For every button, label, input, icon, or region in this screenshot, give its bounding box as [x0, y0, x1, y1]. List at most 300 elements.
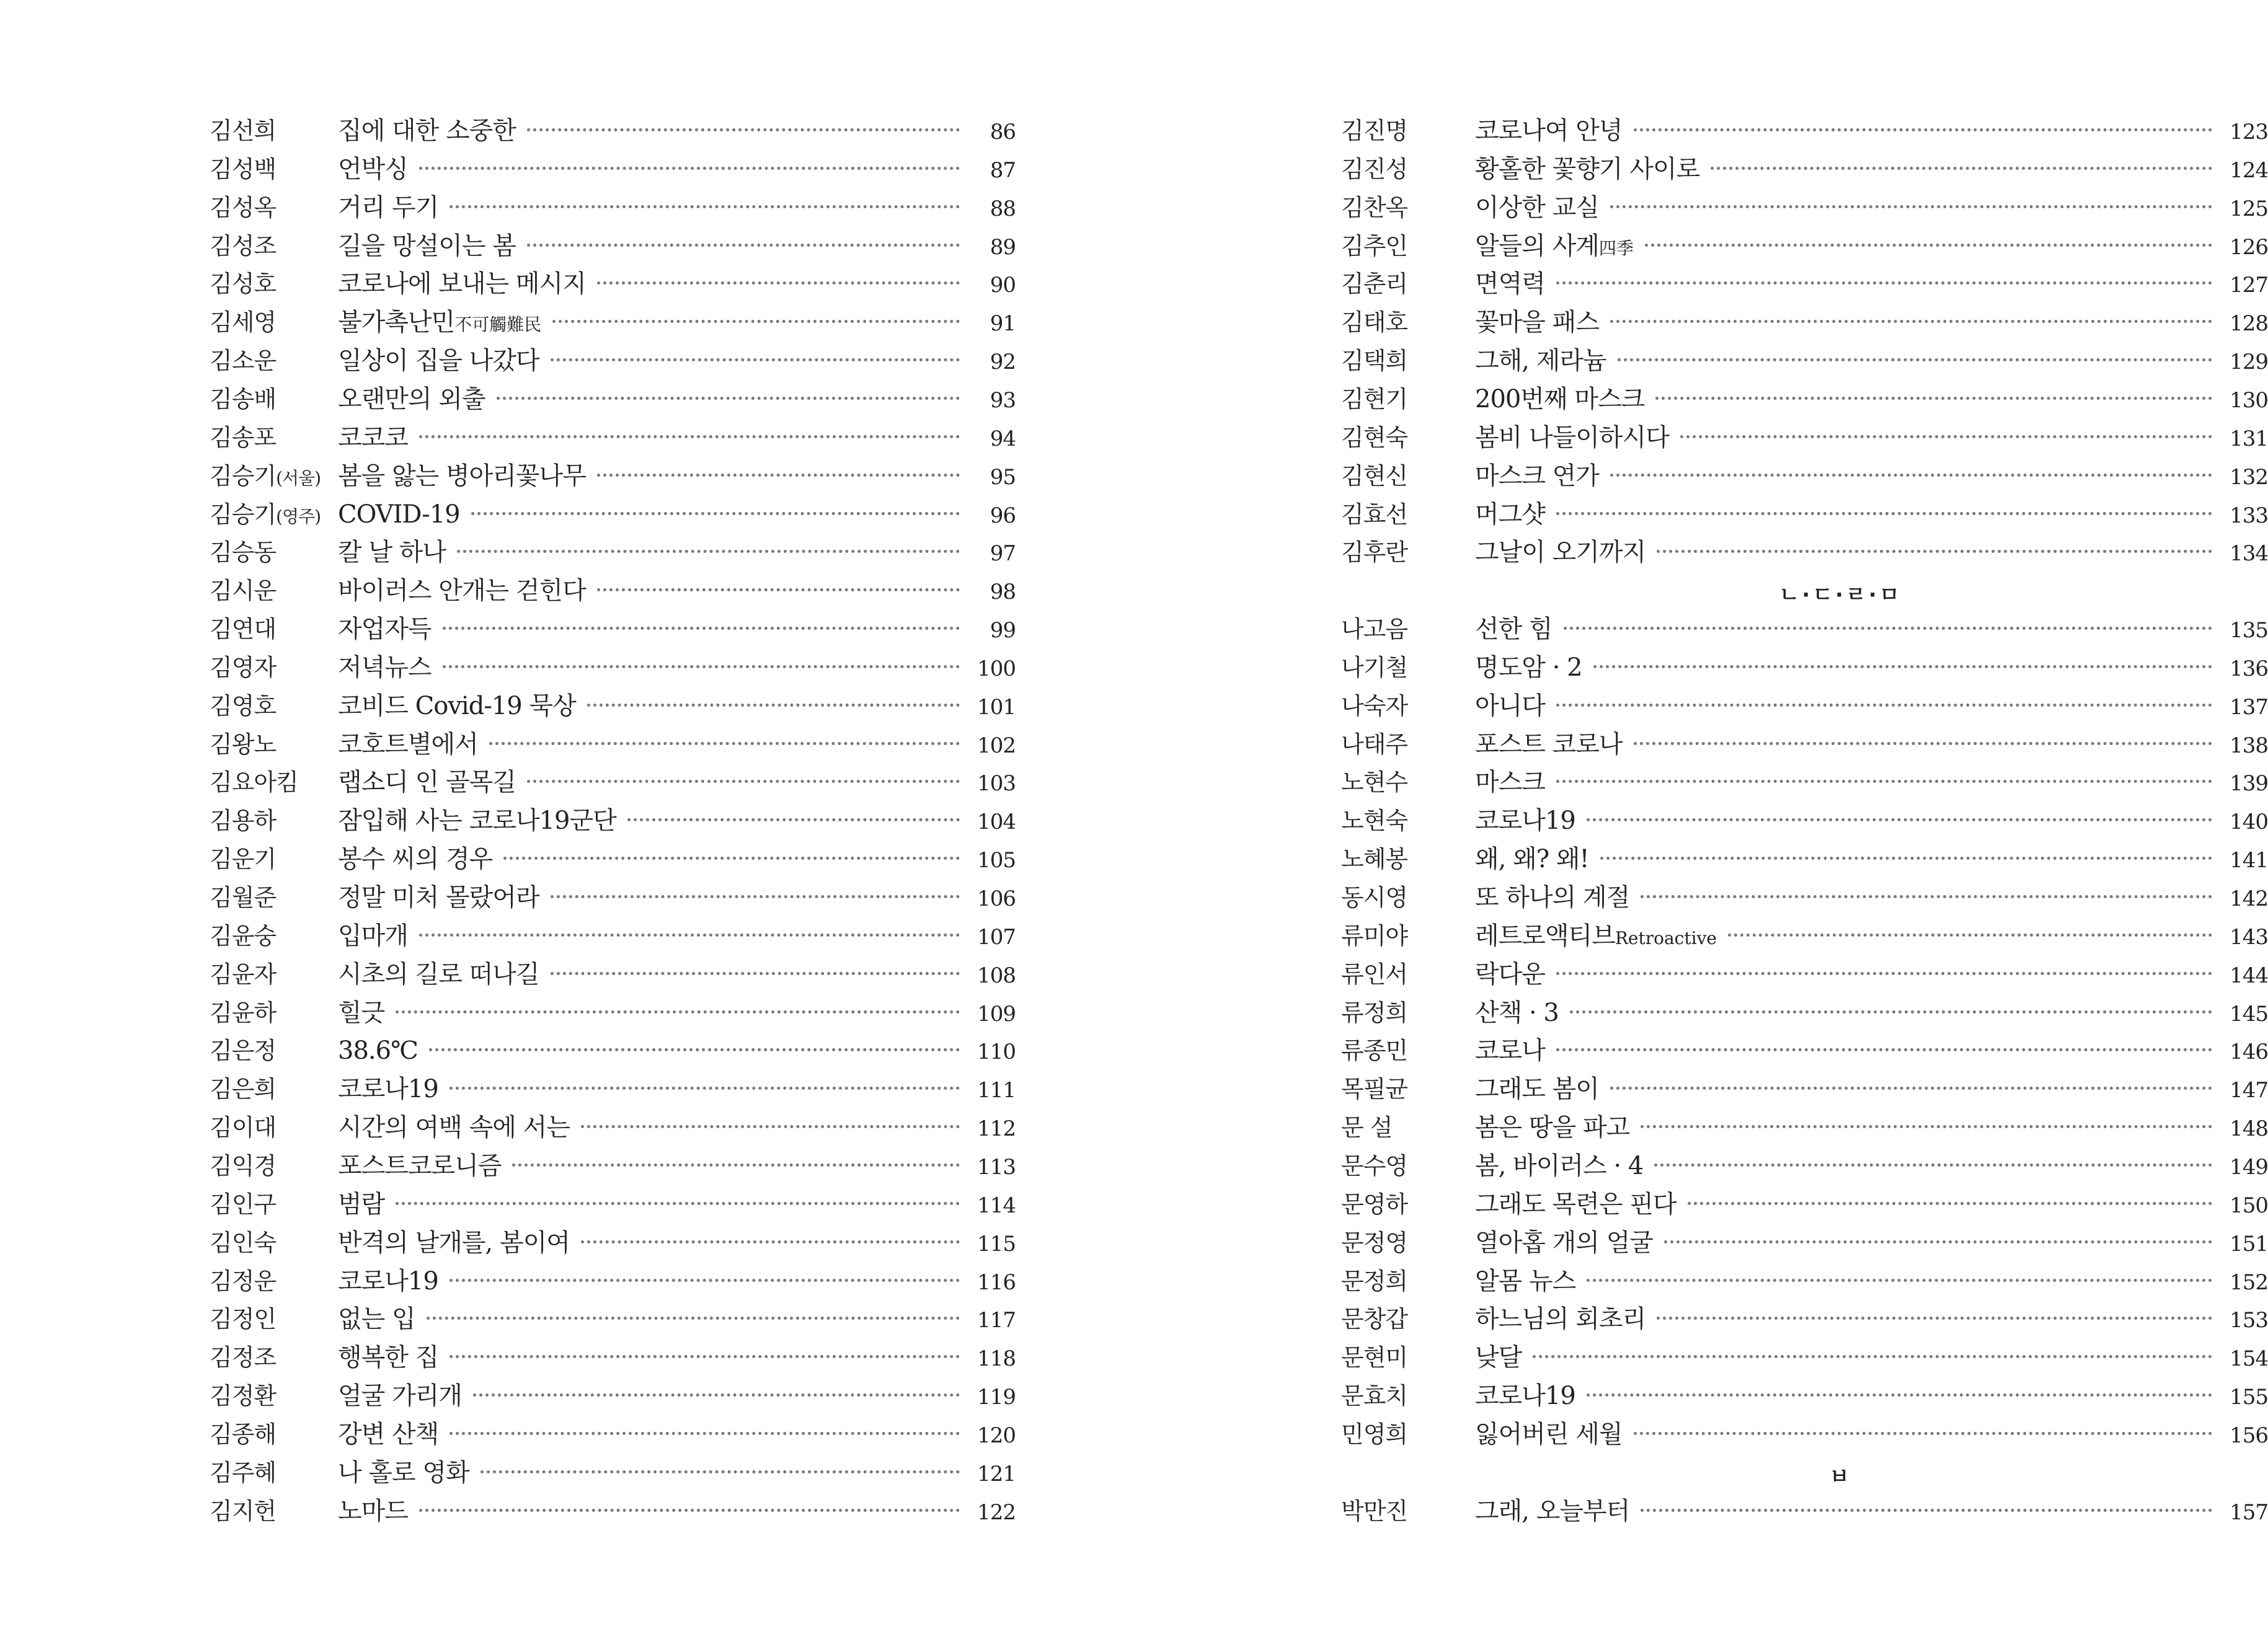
dot-leader [1645, 244, 2212, 247]
entry-main [338, 1380, 1016, 1413]
dot-leader [419, 167, 960, 170]
dot-leader [450, 1432, 960, 1435]
dot-leader [527, 128, 960, 131]
entry-main [1475, 1304, 2268, 1336]
poem-title [1475, 1189, 1677, 1220]
author-name [210, 959, 276, 990]
toc-entry [1341, 303, 2268, 342]
author-name-text: 김승기 [210, 462, 277, 490]
entry-main [338, 307, 1016, 340]
poem-title [1475, 921, 1717, 954]
poem-title-text: 포스트코로니즘 [338, 1151, 502, 1180]
toc-entry [210, 342, 1016, 380]
poem-title [1475, 268, 1545, 299]
author-name-text: 김진성 [1341, 155, 1408, 183]
page-number: 107 [977, 924, 1016, 950]
toc-entry [210, 801, 1016, 840]
author-note: (서울) [276, 467, 321, 488]
poem-title-text: 마스크 연가 [1475, 461, 1599, 490]
author-name-text: 나고음 [1341, 616, 1408, 643]
toc-entry [1341, 457, 2268, 495]
dot-leader [1556, 780, 2212, 783]
dot-leader [552, 320, 960, 323]
poem-title [1475, 1227, 1653, 1258]
toc-entry [210, 572, 1016, 610]
toc-entry [1341, 955, 2268, 994]
author-name [1341, 921, 1407, 952]
dot-leader [1680, 435, 2212, 438]
poem-title-text: 코비드 Covid-19 묵상 [338, 691, 576, 720]
entry-main [338, 767, 1016, 799]
poem-title-text: 코로나여 안녕 [1475, 117, 1623, 145]
page-number: 117 [977, 1308, 1016, 1333]
page-number: 123 [2230, 120, 2268, 144]
poem-title-text: 꽃마을 패스 [1475, 308, 1599, 337]
author-name-text: 김용하 [210, 807, 277, 835]
entry-main [338, 115, 1016, 148]
author-name [210, 1304, 276, 1335]
poem-title [338, 1380, 462, 1411]
entry-main [1475, 384, 2268, 416]
poem-title [338, 268, 586, 299]
dot-leader [1564, 627, 2212, 630]
poem-title-text: 코코코 [338, 423, 408, 452]
toc-entry [1341, 1377, 2268, 1415]
author-name-text: 김영자 [210, 653, 277, 681]
poem-title [338, 1342, 438, 1373]
author-name [210, 882, 276, 913]
entry-main [338, 1227, 1016, 1260]
entry-main [338, 1342, 1016, 1374]
toc-entry [1341, 418, 2268, 457]
toc-entry [210, 1415, 1016, 1454]
dot-leader [503, 857, 960, 860]
entry-main [1475, 1189, 2268, 1221]
dot-leader [429, 1048, 960, 1051]
toc-entry [210, 380, 1016, 418]
page-number: 98 [990, 580, 1016, 605]
author-name [1341, 1112, 1393, 1143]
poem-title-text: 그날이 오기까지 [1475, 538, 1646, 567]
author-name-text: 김승기 [210, 500, 277, 528]
poem-title [1475, 614, 1553, 645]
author-name [1341, 1150, 1407, 1181]
author-name-text: 문수영 [1341, 1152, 1408, 1180]
poem-title-text: 강변 산책 [338, 1420, 439, 1449]
dot-leader [1556, 704, 2212, 707]
page-number: 96 [990, 503, 1016, 528]
page-number: 105 [977, 848, 1016, 873]
author-name-text: 김은정 [210, 1037, 277, 1065]
author-name [210, 1457, 276, 1488]
author-name [1341, 1227, 1407, 1258]
poem-title-text: 봄, 바이러스 · 4 [1475, 1151, 1644, 1180]
poem-title [338, 1496, 408, 1527]
page-number: 99 [990, 618, 1016, 643]
page-number: 113 [977, 1154, 1016, 1180]
author-name-text: 노현수 [1341, 769, 1408, 797]
toc-entry [210, 495, 1016, 534]
toc-entry [1341, 150, 2268, 188]
entry-main [1475, 231, 2268, 264]
poem-title [338, 1419, 438, 1450]
toc-entry [1341, 687, 2268, 725]
poem-title [1475, 882, 1629, 913]
dot-leader [551, 358, 960, 361]
poem-title [1475, 115, 1623, 146]
poem-title-text: 길을 망설이는 봄 [338, 231, 516, 260]
dot-leader [1600, 857, 2212, 860]
poem-title-text: 칼 날 하나 [338, 538, 446, 567]
poem-title [338, 614, 432, 645]
author-name [1341, 767, 1407, 798]
poem-title [338, 1074, 438, 1105]
dot-leader [1587, 818, 2212, 821]
author-name-text: 김택희 [1341, 347, 1408, 375]
author-name [210, 268, 276, 299]
author-name [1341, 422, 1407, 453]
entry-main [1475, 1342, 2268, 1374]
author-name [1341, 537, 1407, 568]
entry-main [1475, 767, 2268, 799]
toc-entry [210, 1377, 1016, 1415]
poem-title [1475, 1266, 1575, 1297]
poem-title [338, 1150, 501, 1181]
poem-title [338, 1227, 570, 1258]
dot-leader [527, 780, 960, 783]
toc-entry [210, 1338, 1016, 1377]
dot-leader [1664, 1240, 2212, 1243]
toc-entry [1341, 227, 2268, 265]
page-number: 114 [977, 1193, 1016, 1218]
poem-title [1475, 307, 1599, 338]
poem-title [1475, 384, 1644, 415]
page-number: 134 [2230, 541, 2268, 567]
toc-entry [1341, 1415, 2268, 1454]
dot-leader [419, 934, 960, 937]
author-name-text: 나숙자 [1341, 692, 1408, 720]
entry-main [338, 1074, 1016, 1106]
poem-title-text: 알몸 뉴스 [1475, 1266, 1576, 1296]
entry-main [338, 384, 1016, 416]
author-name-text: 목필균 [1341, 1075, 1408, 1103]
dot-leader [419, 435, 960, 438]
poem-title-text: 그래도 목련은 핀다 [1475, 1190, 1677, 1219]
dot-leader [396, 1202, 960, 1205]
page-number: 97 [990, 541, 1016, 567]
author-name [210, 1380, 276, 1411]
toc-entry [1341, 112, 2268, 150]
toc-entry [1341, 1185, 2268, 1224]
poem-title [1475, 1380, 1575, 1411]
page-number: 140 [2230, 810, 2268, 835]
entry-main [1475, 614, 2268, 646]
author-name [210, 844, 276, 875]
author-name-text: 김인숙 [210, 1229, 277, 1256]
poem-title-text: 입마개 [338, 921, 408, 950]
entry-main [1475, 1035, 2268, 1067]
entry-main [338, 537, 1016, 569]
author-name-text: 김종해 [210, 1420, 277, 1448]
author-name-text: 문영하 [1341, 1190, 1408, 1218]
poem-title [338, 959, 539, 990]
poem-title [338, 575, 586, 606]
entry-main [338, 499, 1016, 531]
page-number: 151 [2230, 1231, 2268, 1256]
author-name [1341, 1189, 1407, 1220]
entry-main [1475, 1150, 2268, 1183]
toc-entry [210, 112, 1016, 150]
author-name [1341, 1074, 1407, 1105]
dot-leader [1634, 128, 2212, 131]
author-name-text: 김찬옥 [1341, 193, 1408, 221]
author-name-text: 노현숙 [1341, 807, 1408, 835]
entry-main [1475, 959, 2268, 991]
dot-leader [587, 704, 960, 707]
poem-title-text: 노마드 [338, 1496, 408, 1526]
author-name-text: 류인서 [1341, 960, 1408, 988]
page-number: 86 [990, 120, 1016, 144]
dot-leader [443, 627, 960, 630]
toc-entry [1341, 1300, 2268, 1338]
title-note: Retroactive [1615, 927, 1717, 948]
poem-title [338, 384, 485, 415]
author-name-text: 김춘리 [1341, 270, 1408, 298]
author-name-text: 김왕노 [210, 730, 277, 758]
poem-title-text: 코로나에 보내는 메시지 [338, 270, 586, 299]
page-number: 149 [2230, 1154, 2268, 1180]
author-name-text: 문 설 [1341, 1114, 1393, 1142]
author-name [210, 231, 276, 262]
poem-title-text: 코로나19 [1475, 1382, 1575, 1411]
author-name [210, 384, 276, 415]
page-number: 145 [2230, 1001, 2268, 1027]
page-number: 118 [977, 1346, 1016, 1372]
poem-title-text: 락다운 [1475, 960, 1545, 989]
dot-leader [471, 512, 960, 515]
dot-leader [1657, 1317, 2212, 1320]
toc-entry [210, 994, 1016, 1032]
page-number: 126 [2230, 234, 2268, 260]
entry-main [1475, 461, 2268, 493]
author-name [1341, 1380, 1407, 1411]
page-number: 146 [2230, 1040, 2268, 1065]
poem-title-text: 바이러스 안개는 걷힌다 [338, 576, 586, 606]
author-name [1341, 154, 1407, 185]
page-number: 103 [977, 771, 1016, 797]
author-name [1341, 844, 1407, 875]
poem-title-text: 면역력 [1475, 270, 1545, 299]
author-name-text: 류미야 [1341, 922, 1408, 950]
author-name-text: 김성조 [210, 232, 277, 260]
dot-leader [1728, 934, 2212, 937]
author-name-text: 김효선 [1341, 500, 1408, 528]
author-name [210, 729, 276, 760]
author-name-text: 김세영 [210, 309, 277, 337]
poem-title-text: 그해, 제라늄 [1475, 347, 1606, 376]
poem-title [1475, 461, 1599, 492]
toc-entry [210, 610, 1016, 648]
dot-leader [1618, 358, 2212, 361]
author-name [210, 1266, 276, 1297]
page-number: 148 [2230, 1116, 2268, 1142]
author-name [210, 1035, 276, 1066]
author-name-text: 김윤하 [210, 999, 277, 1027]
entry-main [338, 1035, 1016, 1067]
entry-main [338, 1112, 1016, 1144]
toc-entry [1341, 763, 2268, 801]
dot-leader [551, 972, 960, 975]
poem-title [1475, 1304, 1646, 1335]
entry-main [338, 575, 1016, 607]
entry-main [1475, 1112, 2268, 1144]
entry-main [338, 959, 1016, 991]
author-name [1341, 1496, 1407, 1527]
poem-title [338, 537, 446, 568]
page-number: 101 [977, 694, 1016, 720]
author-name [210, 1342, 276, 1373]
poem-title [1475, 192, 1599, 223]
author-name [1341, 882, 1407, 913]
entry-main [1475, 1496, 2268, 1528]
entry-main [338, 1457, 1016, 1490]
poem-title [338, 729, 478, 760]
poem-title [338, 921, 408, 952]
page-number: 132 [2230, 464, 2268, 490]
poem-title [1475, 1074, 1599, 1105]
dot-leader [1610, 320, 2212, 323]
dot-leader [489, 742, 960, 745]
entry-main [338, 652, 1016, 684]
entry-main [338, 1150, 1016, 1183]
toc-entry [210, 1147, 1016, 1185]
poem-title [338, 1035, 418, 1066]
poem-title [338, 1266, 438, 1297]
poem-title [338, 307, 541, 340]
author-note: (영주) [276, 506, 321, 527]
entry-main [338, 921, 1016, 953]
page-number: 112 [977, 1116, 1016, 1142]
entry-main [1475, 691, 2268, 723]
dot-leader [450, 1355, 960, 1358]
author-name [210, 422, 276, 453]
poem-title-text: 코로나19 [338, 1075, 438, 1104]
author-name-text: 문현미 [1341, 1344, 1408, 1372]
author-name-text: 김소운 [210, 347, 277, 375]
author-name-text: 김성백 [210, 155, 277, 183]
poem-title-text: 마스크 [1475, 768, 1545, 797]
dot-leader [1556, 1048, 2212, 1051]
section-label: ㅂ [1829, 1464, 1852, 1490]
dot-leader [1641, 895, 2212, 898]
author-name [1341, 192, 1407, 223]
title-note: 不可觸難民 [454, 314, 542, 335]
dot-leader [450, 1279, 960, 1282]
dot-leader [1610, 474, 2212, 477]
page-number: 102 [977, 733, 1016, 758]
author-name-text: 문효치 [1341, 1382, 1408, 1410]
author-name-text: 김정인 [210, 1305, 277, 1333]
poem-title-text: 행복한 집 [338, 1343, 439, 1372]
author-name-text: 김정조 [210, 1344, 277, 1372]
author-name-text: 민영희 [1341, 1420, 1408, 1448]
poem-title-text: 이상한 교실 [1475, 193, 1599, 222]
poem-title-text: 얼굴 가리개 [338, 1382, 462, 1411]
author-name-text: 류종민 [1341, 1037, 1408, 1065]
author-name-text: 노혜봉 [1341, 846, 1408, 873]
author-name [210, 1074, 276, 1105]
author-name [1341, 384, 1407, 415]
page-number: 109 [977, 1001, 1016, 1027]
entry-main [338, 154, 1016, 186]
poem-title [1475, 537, 1646, 568]
page-number: 142 [2230, 886, 2268, 911]
author-name-text: 김진명 [1341, 117, 1408, 144]
poem-title-text: 왜, 왜? 왜! [1475, 845, 1589, 874]
page-number: 122 [977, 1499, 1016, 1525]
page-number: 137 [2230, 694, 2268, 720]
poem-title-text: 아니다 [1475, 691, 1545, 720]
entry-main [338, 461, 1016, 493]
poem-title-text: 하느님의 회초리 [1475, 1305, 1646, 1334]
poem-title [338, 231, 516, 262]
author-name [210, 805, 276, 836]
dot-leader [1556, 972, 2212, 975]
entry-main [338, 1189, 1016, 1221]
author-name [1341, 1342, 1407, 1373]
section-label: ㄴ·ㄷ·ㄹ·ㅁ [1779, 583, 1902, 608]
poem-title-text: 황홀한 꽃향기 사이로 [1475, 154, 1700, 183]
page-number: 130 [2230, 387, 2268, 413]
page-number: 147 [2230, 1078, 2268, 1103]
poem-title-text: 잃어버린 세월 [1475, 1420, 1623, 1449]
dot-leader [450, 205, 960, 208]
toc-entry [1341, 1031, 2268, 1070]
entry-main [338, 192, 1016, 224]
toc-entry [1341, 648, 2268, 687]
entry-main [1475, 729, 2268, 761]
author-name [210, 537, 276, 568]
author-name-text: 김익경 [210, 1152, 277, 1180]
dot-leader [1533, 1355, 2212, 1358]
author-name [210, 652, 276, 683]
toc-entry [210, 1070, 1016, 1108]
poem-title-text: 명도암 · 2 [1475, 653, 1582, 682]
author-name-text: 김승동 [210, 539, 277, 567]
toc-entry [1341, 188, 2268, 227]
author-name [210, 767, 298, 798]
poem-title-text: 포스트 코로나 [1475, 730, 1623, 759]
poem-title [1475, 729, 1623, 760]
poem-title [1475, 231, 1634, 264]
page-number: 87 [990, 157, 1016, 183]
poem-title-text: 코로나19 [1475, 806, 1575, 836]
author-name [210, 691, 276, 722]
poem-title [1475, 154, 1699, 185]
entry-main [1475, 154, 2268, 186]
poem-title [1475, 345, 1606, 376]
entry-main [338, 844, 1016, 876]
page-number: 89 [990, 234, 1016, 260]
poem-title-text: 38.6℃ [338, 1036, 418, 1066]
poem-title-text: 저녁뉴스 [338, 653, 432, 682]
page-number: 139 [2230, 771, 2268, 797]
author-name-text: 나기철 [1341, 653, 1408, 681]
toc-entry [210, 1454, 1016, 1492]
dot-leader [1556, 512, 2212, 515]
author-name [1341, 115, 1407, 146]
poem-title-text: 정말 미처 몰랐어라 [338, 883, 539, 912]
